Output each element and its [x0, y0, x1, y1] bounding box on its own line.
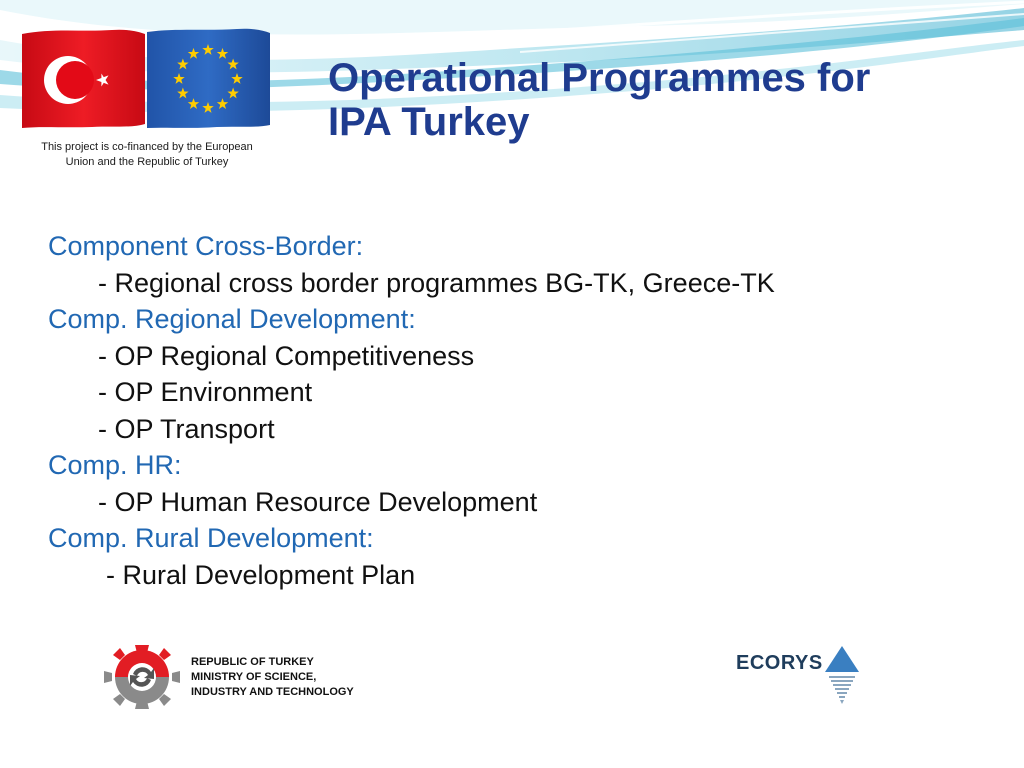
- gear-logo-icon: [100, 644, 184, 710]
- slide-content: [48, 228, 998, 593]
- section-heading-cross-border: Component Cross-Border:: [48, 231, 364, 261]
- section-heading-hr: Comp. HR:: [48, 450, 182, 480]
- section-heading-rural-development: Comp. Rural Development:: [48, 523, 374, 553]
- cofinanced-note: This project is co-financed by the European Union and the Republic of Turkey: [41, 141, 253, 168]
- list-item: - OP Regional Competitiveness: [98, 340, 475, 371]
- list-item: - Rural Development Plan: [106, 559, 416, 590]
- ministry-name: [191, 655, 354, 700]
- slide-title: Operational Programmes for IPA Turkey: [328, 56, 871, 144]
- list-item: - OP Human Resource Development: [98, 486, 538, 517]
- ministry-line: REPUBLIC OF TURKEY: [191, 656, 314, 668]
- list-item: - OP Transport: [98, 413, 275, 444]
- ministry-line: MINISTRY OF SCIENCE,: [191, 671, 317, 683]
- triangle-logo-icon: [823, 645, 861, 705]
- section-heading-regional-development: Comp. Regional Development:: [48, 304, 416, 334]
- ministry-line: INDUSTRY AND TECHNOLOGY: [191, 686, 354, 698]
- turkey-flag-icon: [22, 28, 145, 130]
- ecorys-wordmark: ECORYS: [736, 652, 823, 674]
- list-item: - Regional cross border programmes BG-TK, Greece-TK: [98, 267, 775, 298]
- list-item: - OP Environment: [98, 377, 313, 407]
- eu-flag-icon: [147, 28, 270, 130]
